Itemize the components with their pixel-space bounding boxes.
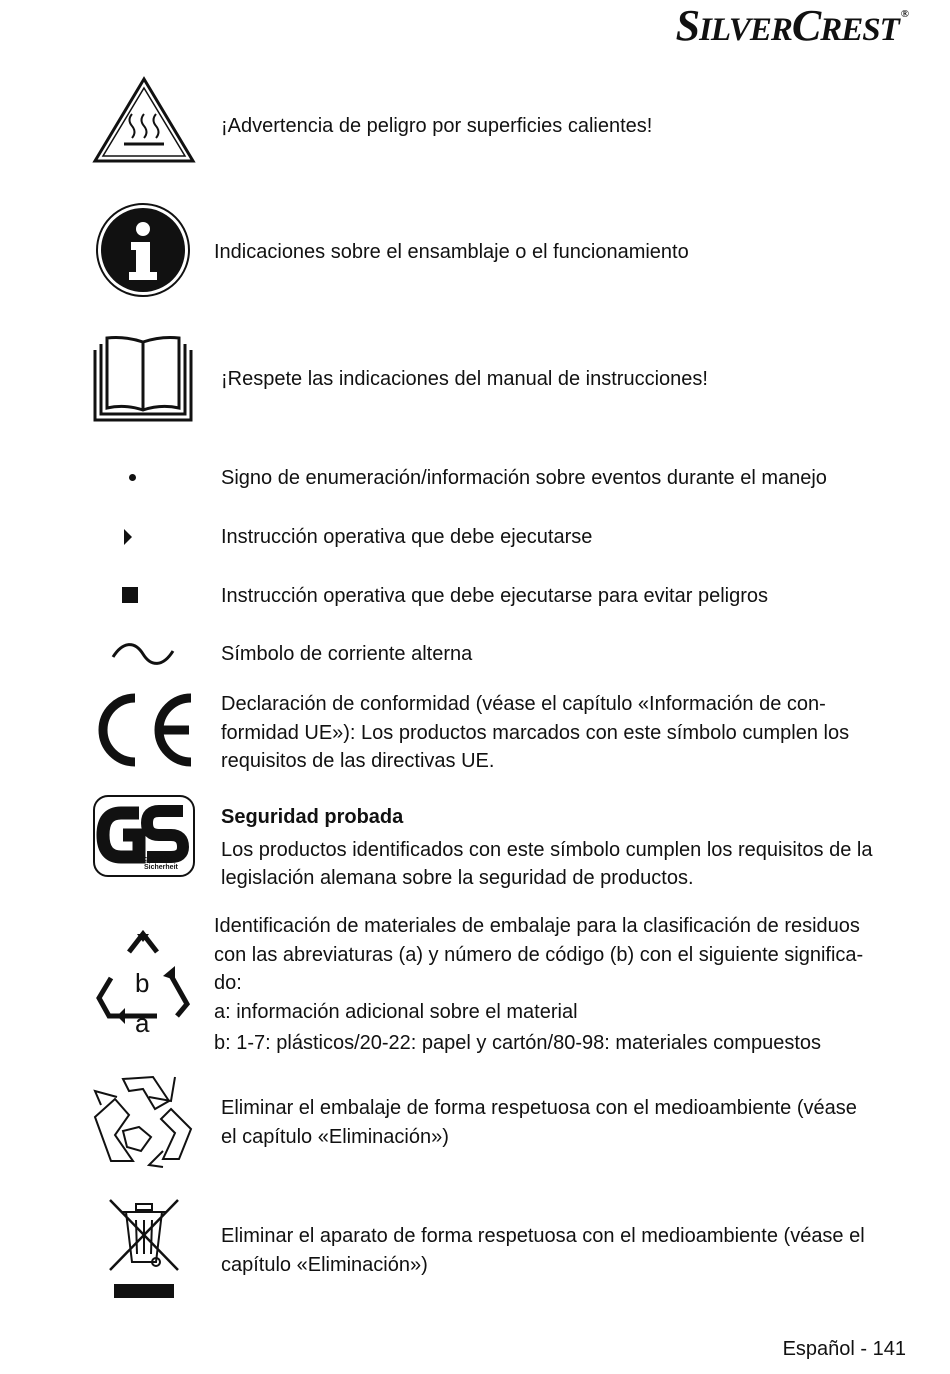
recycling-code-icon bbox=[95, 932, 191, 1040]
ce-line-2: formidad UE»): Los productos marcados con este símbolo cumplen los bbox=[221, 721, 850, 744]
gs-line-1: Los productos identificados con este símbolo cumplen los requisitos de la bbox=[221, 838, 873, 861]
ce-line-3: requisitos de las directivas UE. bbox=[221, 750, 495, 772]
arrow-icon bbox=[123, 529, 133, 545]
gs-logo-line-1: geprüfte bbox=[144, 856, 172, 863]
recycling-line-3: do: bbox=[214, 972, 242, 994]
gs-title: Seguridad probada bbox=[221, 806, 404, 828]
gs-mark-icon bbox=[93, 795, 195, 877]
read-manual-icon bbox=[93, 336, 193, 422]
recycling-label-a: a bbox=[135, 1008, 150, 1038]
arrow-text: Instrucción operativa que debe ejecutarse bbox=[221, 526, 593, 548]
square-text: Instrucción operativa que debe ejecutarse para evitar peligros bbox=[221, 585, 768, 607]
manual-text: ¡Respete las indicaciones del manual de instrucciones! bbox=[221, 368, 708, 390]
packaging-line-2: el capítulo «Eliminación») bbox=[221, 1125, 449, 1148]
bullet-icon bbox=[129, 474, 136, 481]
weee-crossed-bin-icon bbox=[106, 1198, 182, 1300]
page-number: Español - 141 bbox=[782, 1338, 906, 1360]
recycle-packaging-icon bbox=[93, 1075, 195, 1167]
device-line-2: capítulo «Eliminación») bbox=[221, 1253, 428, 1276]
alternating-current-icon bbox=[111, 641, 175, 667]
device-text-block bbox=[221, 1222, 865, 1279]
gs-line-2: legislación alemana sobre la seguridad de productos. bbox=[221, 867, 694, 889]
gs-logo-line-2: Sicherheit bbox=[144, 864, 178, 871]
recycling-line-5: b: 1-7: plásticos/20-22: papel y cartón/80-98: materiales compuestos bbox=[214, 1032, 821, 1054]
recycling-text-block bbox=[214, 912, 863, 1058]
ce-text-block bbox=[221, 690, 849, 776]
hot-surface-text: ¡Advertencia de peligro por superficies calientes! bbox=[221, 115, 653, 137]
bullet-text: Signo de enumeración/información sobre eventos durante el manejo bbox=[221, 467, 827, 489]
device-line-1: Eliminar el aparato de forma respetuosa con el medioambiente (véase el bbox=[221, 1225, 865, 1247]
brand-logo: SILVERCREST ® bbox=[675, 1, 908, 50]
recycling-line-1: Identificación de materiales de embalaje para la clasificación de residuos bbox=[214, 915, 860, 937]
info-text: Indicaciones sobre el ensamblaje o el funcionamiento bbox=[214, 241, 689, 263]
info-icon bbox=[95, 202, 191, 298]
recycling-label-b: b bbox=[135, 968, 150, 998]
square-icon bbox=[122, 587, 138, 603]
ce-line-1: Declaración de conformidad (véase el capítulo «Información de con- bbox=[221, 693, 826, 715]
recycling-line-2: con las abreviaturas (a) y número de código (b) con el siguiente significa- bbox=[214, 943, 864, 966]
hot-surface-warning-icon bbox=[92, 76, 196, 164]
packaging-text-block bbox=[221, 1094, 857, 1151]
ac-text: Símbolo de corriente alterna bbox=[221, 643, 473, 665]
packaging-line-1: Eliminar el embalaje de forma respetuosa con el medioambiente (véase bbox=[221, 1097, 857, 1119]
recycling-line-4: a: información adicional sobre el material bbox=[214, 1000, 578, 1023]
gs-text-block bbox=[221, 803, 872, 893]
ce-mark-icon bbox=[93, 692, 197, 768]
